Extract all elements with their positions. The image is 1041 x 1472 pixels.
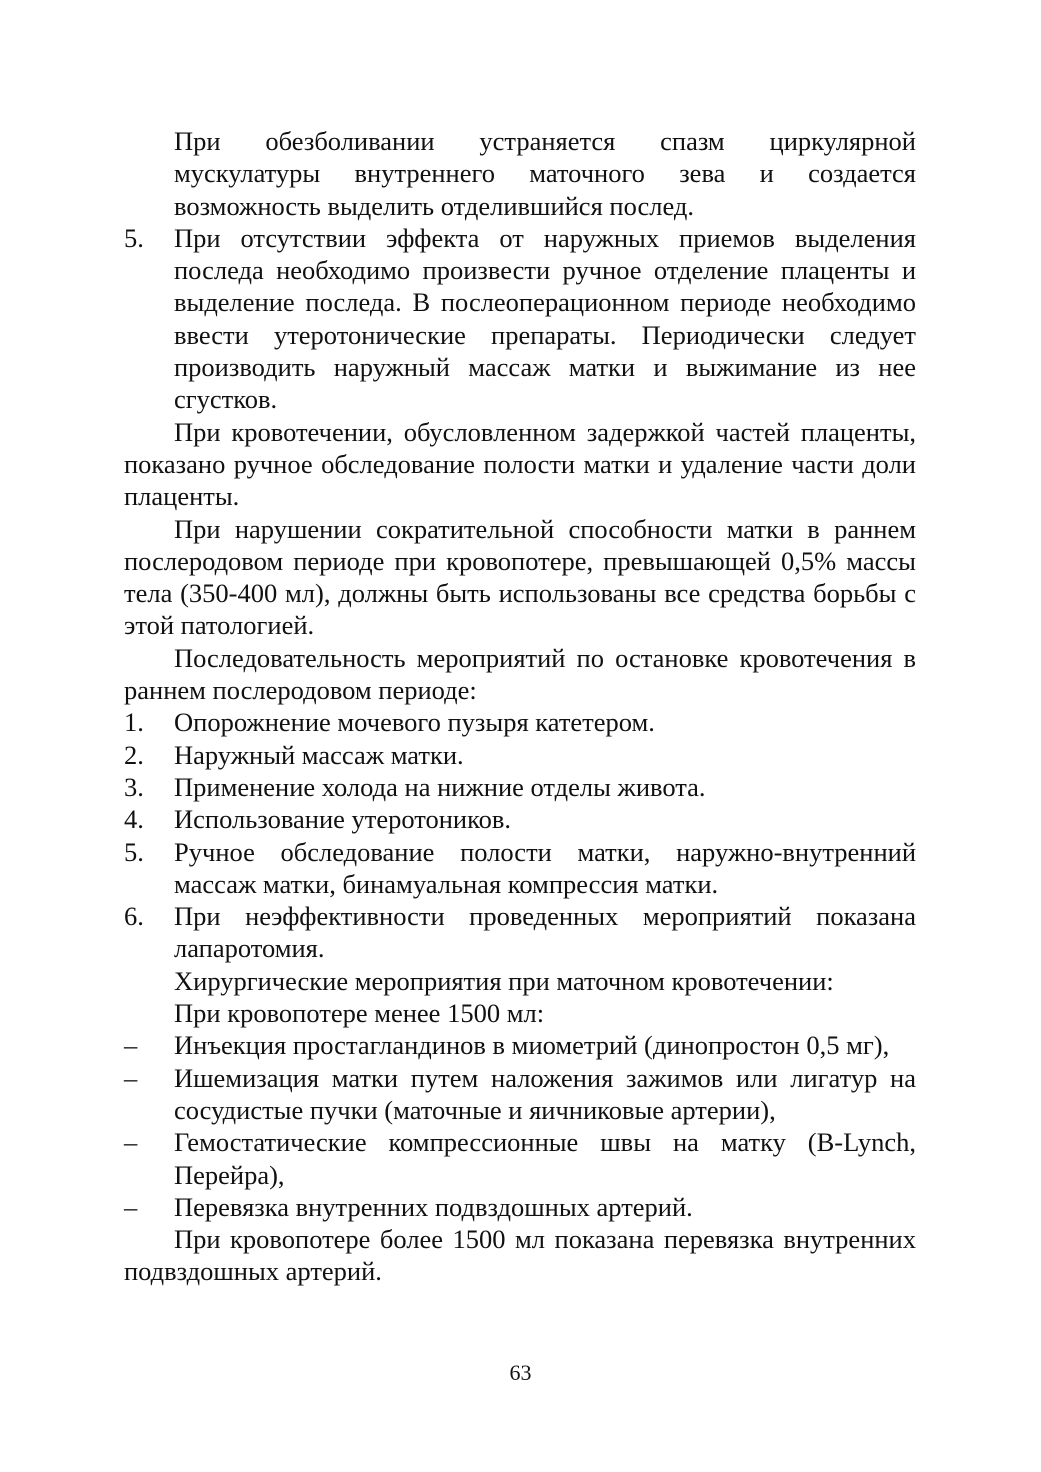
item-number: 5. [124,222,144,253]
numbered-item [124,706,916,738]
item-number: 1. [124,707,144,738]
dash-marker: – [124,1191,138,1222]
item-text: Гемостатические компрессионные швы на матку (B-Lynch, Перейра), [174,1127,916,1190]
paragraph: При нарушении сократительной способности матки в раннем послеродовом периоде при кровопотере, превышающей 0,5% массы тела (350-400 мл), должны быть использованы все средства борьбы с этой патологией. [124,513,916,641]
paragraph: При кровотечении, обусловленном задержкой частей плаценты, показано ручное обследование полости матки и удаление части доли плаценты. [124,416,916,512]
item-number: 6. [124,901,144,932]
dash-marker: – [124,1062,138,1093]
item-text: Наружный массаж матки. [174,739,464,770]
paragraph: При кровопотере менее 1500 мл: [174,998,545,1029]
item-text: При неэффективности проведенных мероприятий показана лапаротомия. [174,901,916,964]
numbered-list [124,706,916,964]
item-number: 4. [124,804,144,835]
numbered-item [124,739,916,771]
item-number: 5. [124,836,144,867]
numbered-item [124,803,916,835]
dash-marker: – [124,1030,138,1061]
dash-item [124,1029,916,1061]
item-text: Ишемизация матки путем наложения зажимов или лигатур на сосудистые пучки (маточные и яичниковые артерии), [174,1062,916,1125]
dash-list [124,1029,916,1223]
item-number: 2. [124,739,144,770]
item-text: Ручное обследование полости матки, наружно-внутренний массаж матки, бинамуальная компрессия матки. [174,836,916,899]
dash-item [124,1191,916,1223]
paragraph: Последовательность мероприятий по остановке кровотечения в раннем послеродовом периоде: [124,642,916,706]
item-number: 3. [124,771,144,802]
numbered-item [124,222,916,416]
page-text [124,125,916,1288]
item-text: Опорожнение мочевого пузыря катетером. [174,707,655,738]
item-text: Инъекция простагландинов в миометрий (динопростон 0,5 мг), [174,1030,890,1061]
paragraph: При кровопотере более 1500 мл показана перевязка внутренних подвздошных артерий. [124,1224,916,1287]
page-number: 63 [509,1360,532,1385]
item-text: Использование утеротоников. [174,804,512,835]
item-text: Применение холода на нижние отделы живота. [174,771,706,802]
numbered-item [124,900,916,965]
paragraph: Хирургические мероприятия при маточном кровотечении: [174,965,834,996]
numbered-item [124,771,916,803]
item-text: Перевязка внутренних подвздошных артерий. [174,1191,693,1222]
numbered-item [124,836,916,901]
dash-item [124,1126,916,1191]
paragraph: При обезболивании устраняется спазм циркулярной мускулатуры внутреннего маточного зева и создается возможность выделить отделившийся послед. [174,126,916,221]
dash-marker: – [124,1127,138,1158]
item-text: При отсутствии эффекта от наружных приемов выделения последа необходимо произвести ручное отделение плаценты и выделение последа. В послеоперационном периоде необходимо ввести утеротонические препараты. Периодически следует производить наружный массаж матки и выжимание из нее сгустков. [174,222,916,415]
dash-item [124,1062,916,1127]
